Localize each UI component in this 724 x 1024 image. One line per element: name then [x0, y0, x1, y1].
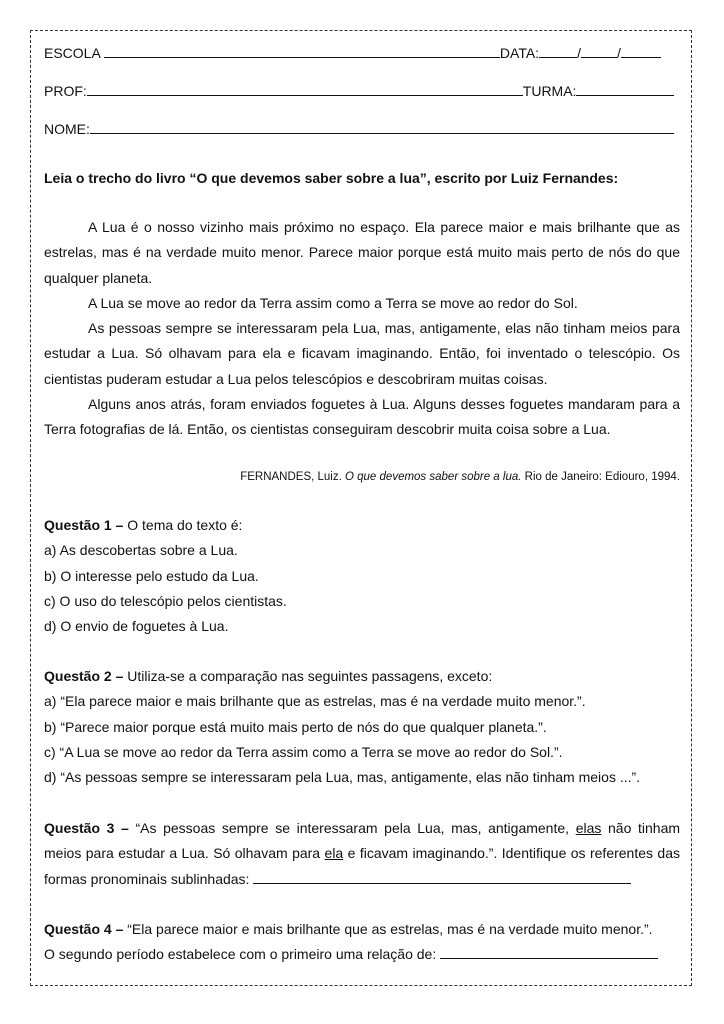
class-label: TURMA: [522, 83, 577, 99]
question-2-label: Questão 2 – [44, 668, 124, 684]
question-2-option-a[interactable]: a) “Ela parece maior e mais brilhante que as estrelas, mas é na verdade muito menor.”. [44, 693, 586, 710]
question-3-text-2: não tinham meios para estudar a Lua. Só olhavam para [44, 820, 681, 862]
school-field-row [44, 43, 661, 62]
question-3-text-1: “As pessoas sempre se interessaram pela Lua, mas, antigamente, [135, 820, 570, 836]
teacher-blank[interactable] [87, 81, 523, 96]
question-1-option-a[interactable]: a) As descobertas sobre a Lua. [44, 542, 238, 559]
question-2-prompt: Utiliza-se a comparação nas seguintes passagens, exceto: [127, 668, 493, 684]
passage-paragraph-2: A Lua se move ao redor da Terra assim como a Terra se move ao redor do Sol. [88, 294, 578, 311]
reading-passage [44, 215, 680, 443]
question-2-option-b[interactable]: b) “Parece maior porque está muito mais perto de nós do que qualquer planeta.”. [44, 718, 547, 735]
citation [240, 471, 680, 483]
passage-paragraph-3: As pessoas sempre se interessaram pela Lua, mas, antigamente, elas não tinham meios para estudar a Lua. Só olhavam para ela e ficavam imaginando. Então, foi inventado o telescópio. Os cientistas puderam estudar a Lua pelos telescópios e descobriram muitas coisas. [44, 320, 680, 387]
school-blank[interactable] [104, 43, 500, 58]
question-3-answer-blank[interactable] [253, 869, 631, 884]
question-1-option-d[interactable]: d) O envio de foguetes à Lua. [44, 618, 229, 635]
question-4-answer-blank[interactable] [440, 944, 658, 959]
reading-instruction: Leia o trecho do livro “O que devemos saber sobre a lua”, escrito por Luiz Fernandes: [44, 170, 619, 186]
date-month-blank[interactable] [581, 43, 617, 58]
date-slash-2: / [616, 45, 621, 61]
class-blank[interactable] [576, 81, 674, 96]
date-label: DATA: [499, 45, 540, 61]
teacher-label: PROF: [44, 83, 87, 99]
date-day-blank[interactable] [539, 43, 577, 58]
question-1 [44, 513, 680, 639]
school-label: ESCOLA [44, 45, 101, 61]
question-3-underlined-ela: ela [324, 845, 344, 862]
passage-paragraph-4: Alguns anos atrás, foram enviados foguetes à Lua. Alguns desses foguetes mandaram para a Terra fotografias de lá. Então, os cientistas conseguiram descobrir muita coisa sobre a Lua. [44, 396, 680, 438]
citation-publisher: Rio de Janeiro: Ediouro, 1994. [524, 471, 680, 483]
question-1-option-c[interactable]: c) O uso do telescópio pelos cientistas. [44, 592, 287, 609]
question-3-underlined-elas: elas [575, 820, 602, 836]
question-1-option-b[interactable]: b) O interesse pelo estudo da Lua. [44, 567, 259, 584]
passage-paragraph-1: A Lua é o nosso vizinho mais próximo no espaço. Ela parece maior e mais brilhante que as estrelas, mas é na verdade muito menor. Parece maior porque está muito mais perto de nós do que qualquer planeta. [44, 219, 680, 286]
question-3-text-3: e ficavam imaginando.”. Identifique os referentes das formas pronominais sublinhadas: [44, 845, 681, 887]
citation-title: O que devemos saber sobre a lua. [345, 471, 522, 483]
question-3-label: Questão 3 – [44, 820, 129, 836]
question-2-option-d[interactable]: d) “As pessoas sempre se interessaram pela Lua, mas, antigamente, elas não tinham meios ...”. [44, 769, 641, 786]
question-4-prompt: O segundo período estabelece com o primeiro uma relação de: [44, 946, 437, 963]
question-3 [44, 816, 680, 892]
question-4 [44, 917, 680, 968]
question-1-prompt: O tema do texto é: [127, 517, 243, 533]
question-2 [44, 664, 680, 790]
date-slash-1: / [577, 45, 581, 61]
citation-author: FERNANDES, Luiz. [240, 471, 342, 483]
name-blank[interactable] [90, 119, 674, 134]
name-field-row [44, 119, 674, 138]
name-label: NOME: [44, 121, 90, 137]
teacher-field-row [44, 81, 674, 100]
question-1-label: Questão 1 – [44, 517, 124, 533]
question-2-option-c[interactable]: c) “A Lua se move ao redor da Terra assim como a Terra se move ao redor do Sol.”. [44, 743, 563, 760]
date-year-blank[interactable] [621, 43, 661, 58]
question-4-label: Questão 4 – [44, 921, 124, 937]
question-4-quote: “Ela parece maior e mais brilhante que as estrelas, mas é na verdade muito menor.”. [127, 921, 653, 937]
